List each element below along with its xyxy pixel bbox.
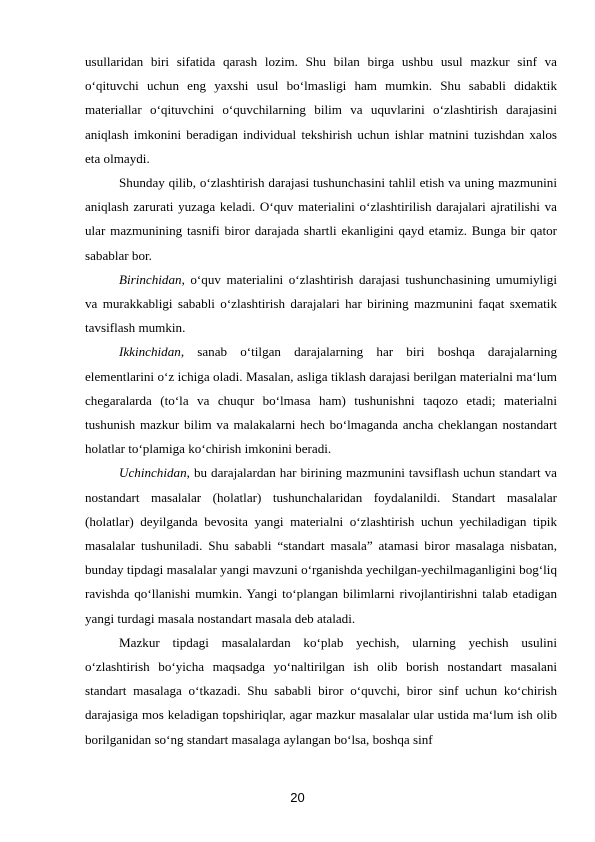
paragraph-lead-word: Birinchidan — [119, 271, 182, 287]
paragraph-first-reason — [85, 268, 557, 341]
paragraph-conclusion — [85, 631, 557, 752]
paragraph-third-reason — [85, 461, 557, 630]
paragraph-text: usullaridan biri sifatida qarash lozim. Shu bilan birga ushbu usul mazkur sinf va o‘qituvchi uchun eng yaxshi usul bo‘lmasligi ham mumkin. Shu sababli didaktik materiallar o‘qituvchini o‘quvchilarning bilim va uquvlarini o‘zlashtirish darajasini aniqlash imkonini beradigan individual tekshirish uchun ishlar matnini tuzishdan xalos eta olmaydi. — [85, 54, 557, 166]
paragraph-continuation — [85, 50, 557, 171]
paragraph-second-reason — [85, 340, 557, 461]
paragraph-text: Mazkur tipdagi masalalardan ko‘plab yechish, ularning yechish usulini o‘zlashtirish bo‘yicha maqsadga yo‘naltirilgan ish olib borish nostandart masalani standart masalaga o‘tkazadi. Shu sababli biror o‘quvchi, biror sinf uchun ko‘chirish darajasiga mos keladigan topshiriqlar, agar mazkur masalalar ular ustida ma‘lum ish olib borilganidan so‘ng standart masalaga aylangan bo‘lsa, boshqa sinf — [85, 634, 557, 747]
document-body — [85, 50, 557, 752]
paragraph-lead-word: Ikkinchidan — [119, 344, 181, 360]
paragraph-lead-word: Uchinchidan — [119, 465, 187, 481]
page-number: 20 — [290, 790, 305, 805]
paragraph-text: Shunday qilib, o‘zlashtirish darajasi tushunchasini tahlil etish va uning mazmunini aniqlash zarurati yuzaga keladi. O‘quv materialini o‘zlashtirilish darajalari ajratilishi va ular mazmunining tasnifi biror darajada shartli ekanligini qayd etamiz. Bunga bir qator sabablar bor. — [85, 175, 557, 263]
paragraph-summary — [85, 171, 557, 268]
paragraph-text: , bu darajalardan har birining mazmunini tavsiflash uchun standart va nostandart masalalar (holatlar) tushunchalaridan foydalanildi. Standart masalalar (holatlar) deyilganda bevosita yangi materialni o‘zlashtirish uchun yechiladigan tipik masalalar tushuniladi. Shu sababli “standart masala” atamasi biror masalaga nisbatan, bunday tipdagi masalalar yangi mavzuni o‘rganishda yechilgan-yechilmaganligini bog‘liq ravishda qo‘llanishi mumkin. Yangi to‘plangan bilimlarni rivojlantirishni talab etadigan yangi turdagi masala nostandart masala deb ataladi. — [85, 465, 557, 626]
paragraph-text: , o‘quv materialini o‘zlashtirish darajasi tushunchasining umumiyligi va murakkabligi sababli o‘zlashtirish darajalari har birining mazmunini faqat sxematik tavsiflash mumkin. — [85, 271, 557, 336]
paragraph-text: , sanab o‘tilgan darajalarning har biri boshqa darajalarning elementlarini o‘z ichiga oladi. Masalan, asliga tiklash darajasi berilgan materialni ma‘lum chegaralarda (to‘la va chuqur bo‘lmasa ham) tushunishni taqozo etadi; materialni tushunish mazkur bilim va malakalarni hech bo‘lmaganda ancha cheklangan nostandart holatlar to‘plamiga ko‘chirish imkonini beradi. — [85, 344, 557, 457]
